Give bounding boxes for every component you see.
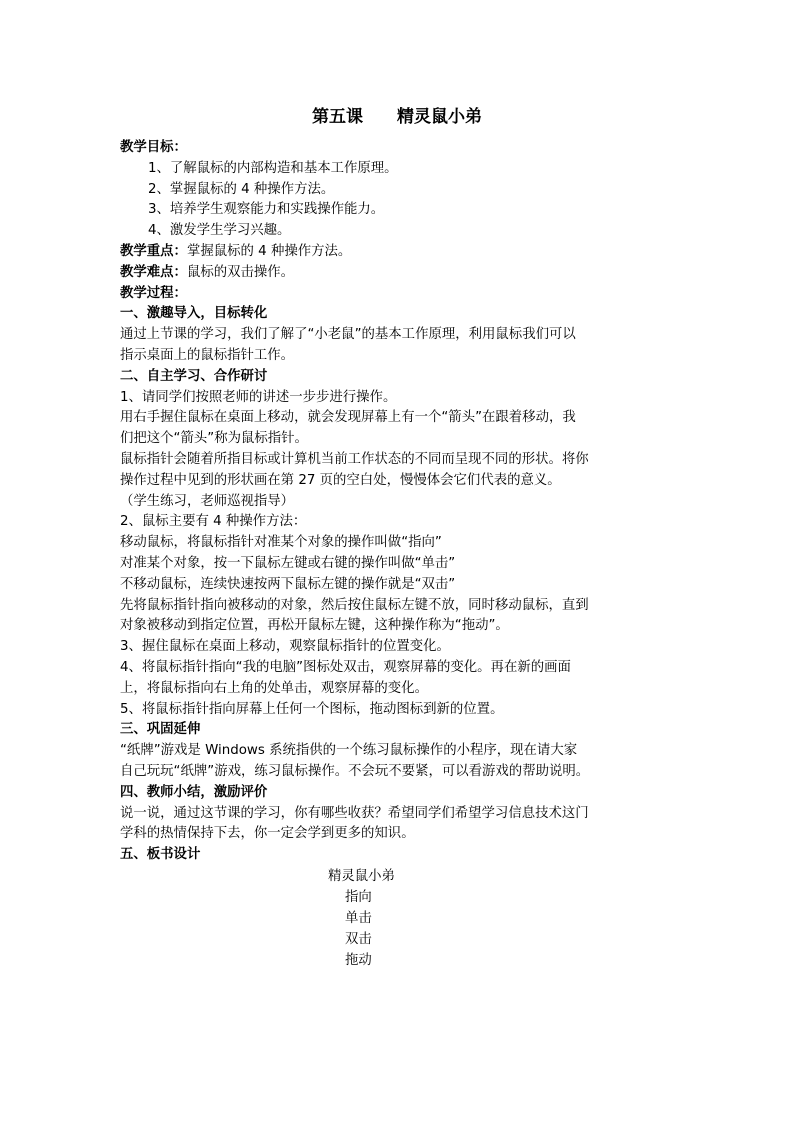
paragraph-line: 1、请同学们按照老师的讲述一步步进行操作。 <box>120 389 397 405</box>
board-item: 拖动 <box>345 953 372 968</box>
paragraph-line: 学科的热情保持下去，你一定会学到更多的知识。 <box>120 826 415 842</box>
paragraph-line: 5、将鼠标指针指向屏幕上任何一个图标，拖动图标到新的位置。 <box>120 701 504 717</box>
section-heading: 三、巩固延伸 <box>120 722 201 738</box>
lesson-title: 第五课 精灵鼠小弟 <box>312 107 482 127</box>
difficulty-line <box>120 263 685 284</box>
paragraph-line: 2、鼠标主要有 4 种操作方法： <box>120 514 307 530</box>
paragraph-line: 移动鼠标，将鼠标指针对准某个对象的操作叫做“指向” <box>120 535 442 551</box>
difficulty-label: 教学难点： <box>120 264 187 280</box>
objectives-heading: 教学目标： <box>120 140 187 155</box>
paragraph-line: 4、将鼠标指针指向“我的电脑”图标处双击，观察屏幕的变化。再在新的画面 <box>120 659 571 675</box>
difficulty-text: 鼠标的双击操作。 <box>186 264 295 280</box>
board-item: 单击 <box>345 911 372 926</box>
section-heading: 二、自主学习、合作研讨 <box>120 368 268 384</box>
section-heading: 四、教师小结，激励评价 <box>120 784 268 800</box>
paragraph-line: （学生练习，老师巡视指导） <box>120 493 295 509</box>
paragraph-line: 对象被移动到指定位置，再松开鼠标左键，这种操作称为“拖动”。 <box>120 618 509 634</box>
objective-item: 4、激发学生学习兴趣。 <box>148 223 291 239</box>
paragraph-line: 们把这个“箭头”称为鼠标指针。 <box>120 431 308 447</box>
objective-item: 3、培养学生观察能力和实践操作能力。 <box>148 202 385 218</box>
board-design <box>0 866 794 971</box>
key-point-label: 教学重点： <box>120 243 187 259</box>
board-title: 精灵鼠小弟 <box>328 869 395 884</box>
key-point-line <box>120 242 685 263</box>
section-heading: 一、激趣导入，目标转化 <box>120 306 268 322</box>
objective-item: 1、了解鼠标的内部构造和基本工作原理。 <box>148 160 398 176</box>
paragraph-line: 3、握住鼠标在桌面上移动，观察鼠标指针的位置变化。 <box>120 639 450 655</box>
board-item: 指向 <box>345 890 372 905</box>
paragraph-line: 上，将鼠标指向右上角的处单击，观察屏幕的变化。 <box>120 680 428 696</box>
paragraph-line: 说一说，通过这节课的学习，你有哪些收获？希望同学们希望学习信息技术这门 <box>120 805 589 821</box>
section-heading: 五、板书设计 <box>120 847 201 863</box>
paragraph-line: 通过上节课的学习，我们了解了“小老鼠”的基本工作原理，利用鼠标我们可以 <box>120 327 576 343</box>
paragraph-line: 操作过程中见到的形状画在第 27 页的空白处，慢慢体会它们代表的意义。 <box>120 472 561 488</box>
key-point-text: 掌握鼠标的 4 种操作方法。 <box>186 243 352 259</box>
paragraph-line: 用右手握住鼠标在桌面上移动，就会发现屏幕上有一个“箭头”在跟着移动，我 <box>120 410 576 426</box>
paragraph-line: 先将鼠标指针指向被移动的对象，然后按住鼠标左键不放，同时移动鼠标，直到 <box>120 597 589 613</box>
paragraph-line: 指示桌面上的鼠标指针工作。 <box>120 347 295 363</box>
paragraph-line: “纸牌”游戏是 Windows 系统指供的一个练习鼠标操作的小程序，现在请大家 <box>120 743 578 759</box>
board-item: 双击 <box>345 932 372 947</box>
objective-item: 2、掌握鼠标的 4 种操作方法。 <box>148 181 335 197</box>
paragraph-line: 自己玩玩“纸牌”游戏，练习鼠标操作。不会玩不要紧，可以看游戏的帮助说明。 <box>120 763 590 779</box>
paragraph-line: 对准某个对象，按一下鼠标左键或右键的操作叫做“单击” <box>120 555 456 571</box>
process-heading: 教学过程： <box>120 285 187 301</box>
paragraph-line: 鼠标指针会随着所指目标或计算机当前工作状态的不同而呈现不同的形状。将你 <box>120 451 589 467</box>
lesson-body <box>120 138 685 866</box>
paragraph-line: 不移动鼠标，连续快速按两下鼠标左键的操作就是“双击” <box>120 576 456 592</box>
